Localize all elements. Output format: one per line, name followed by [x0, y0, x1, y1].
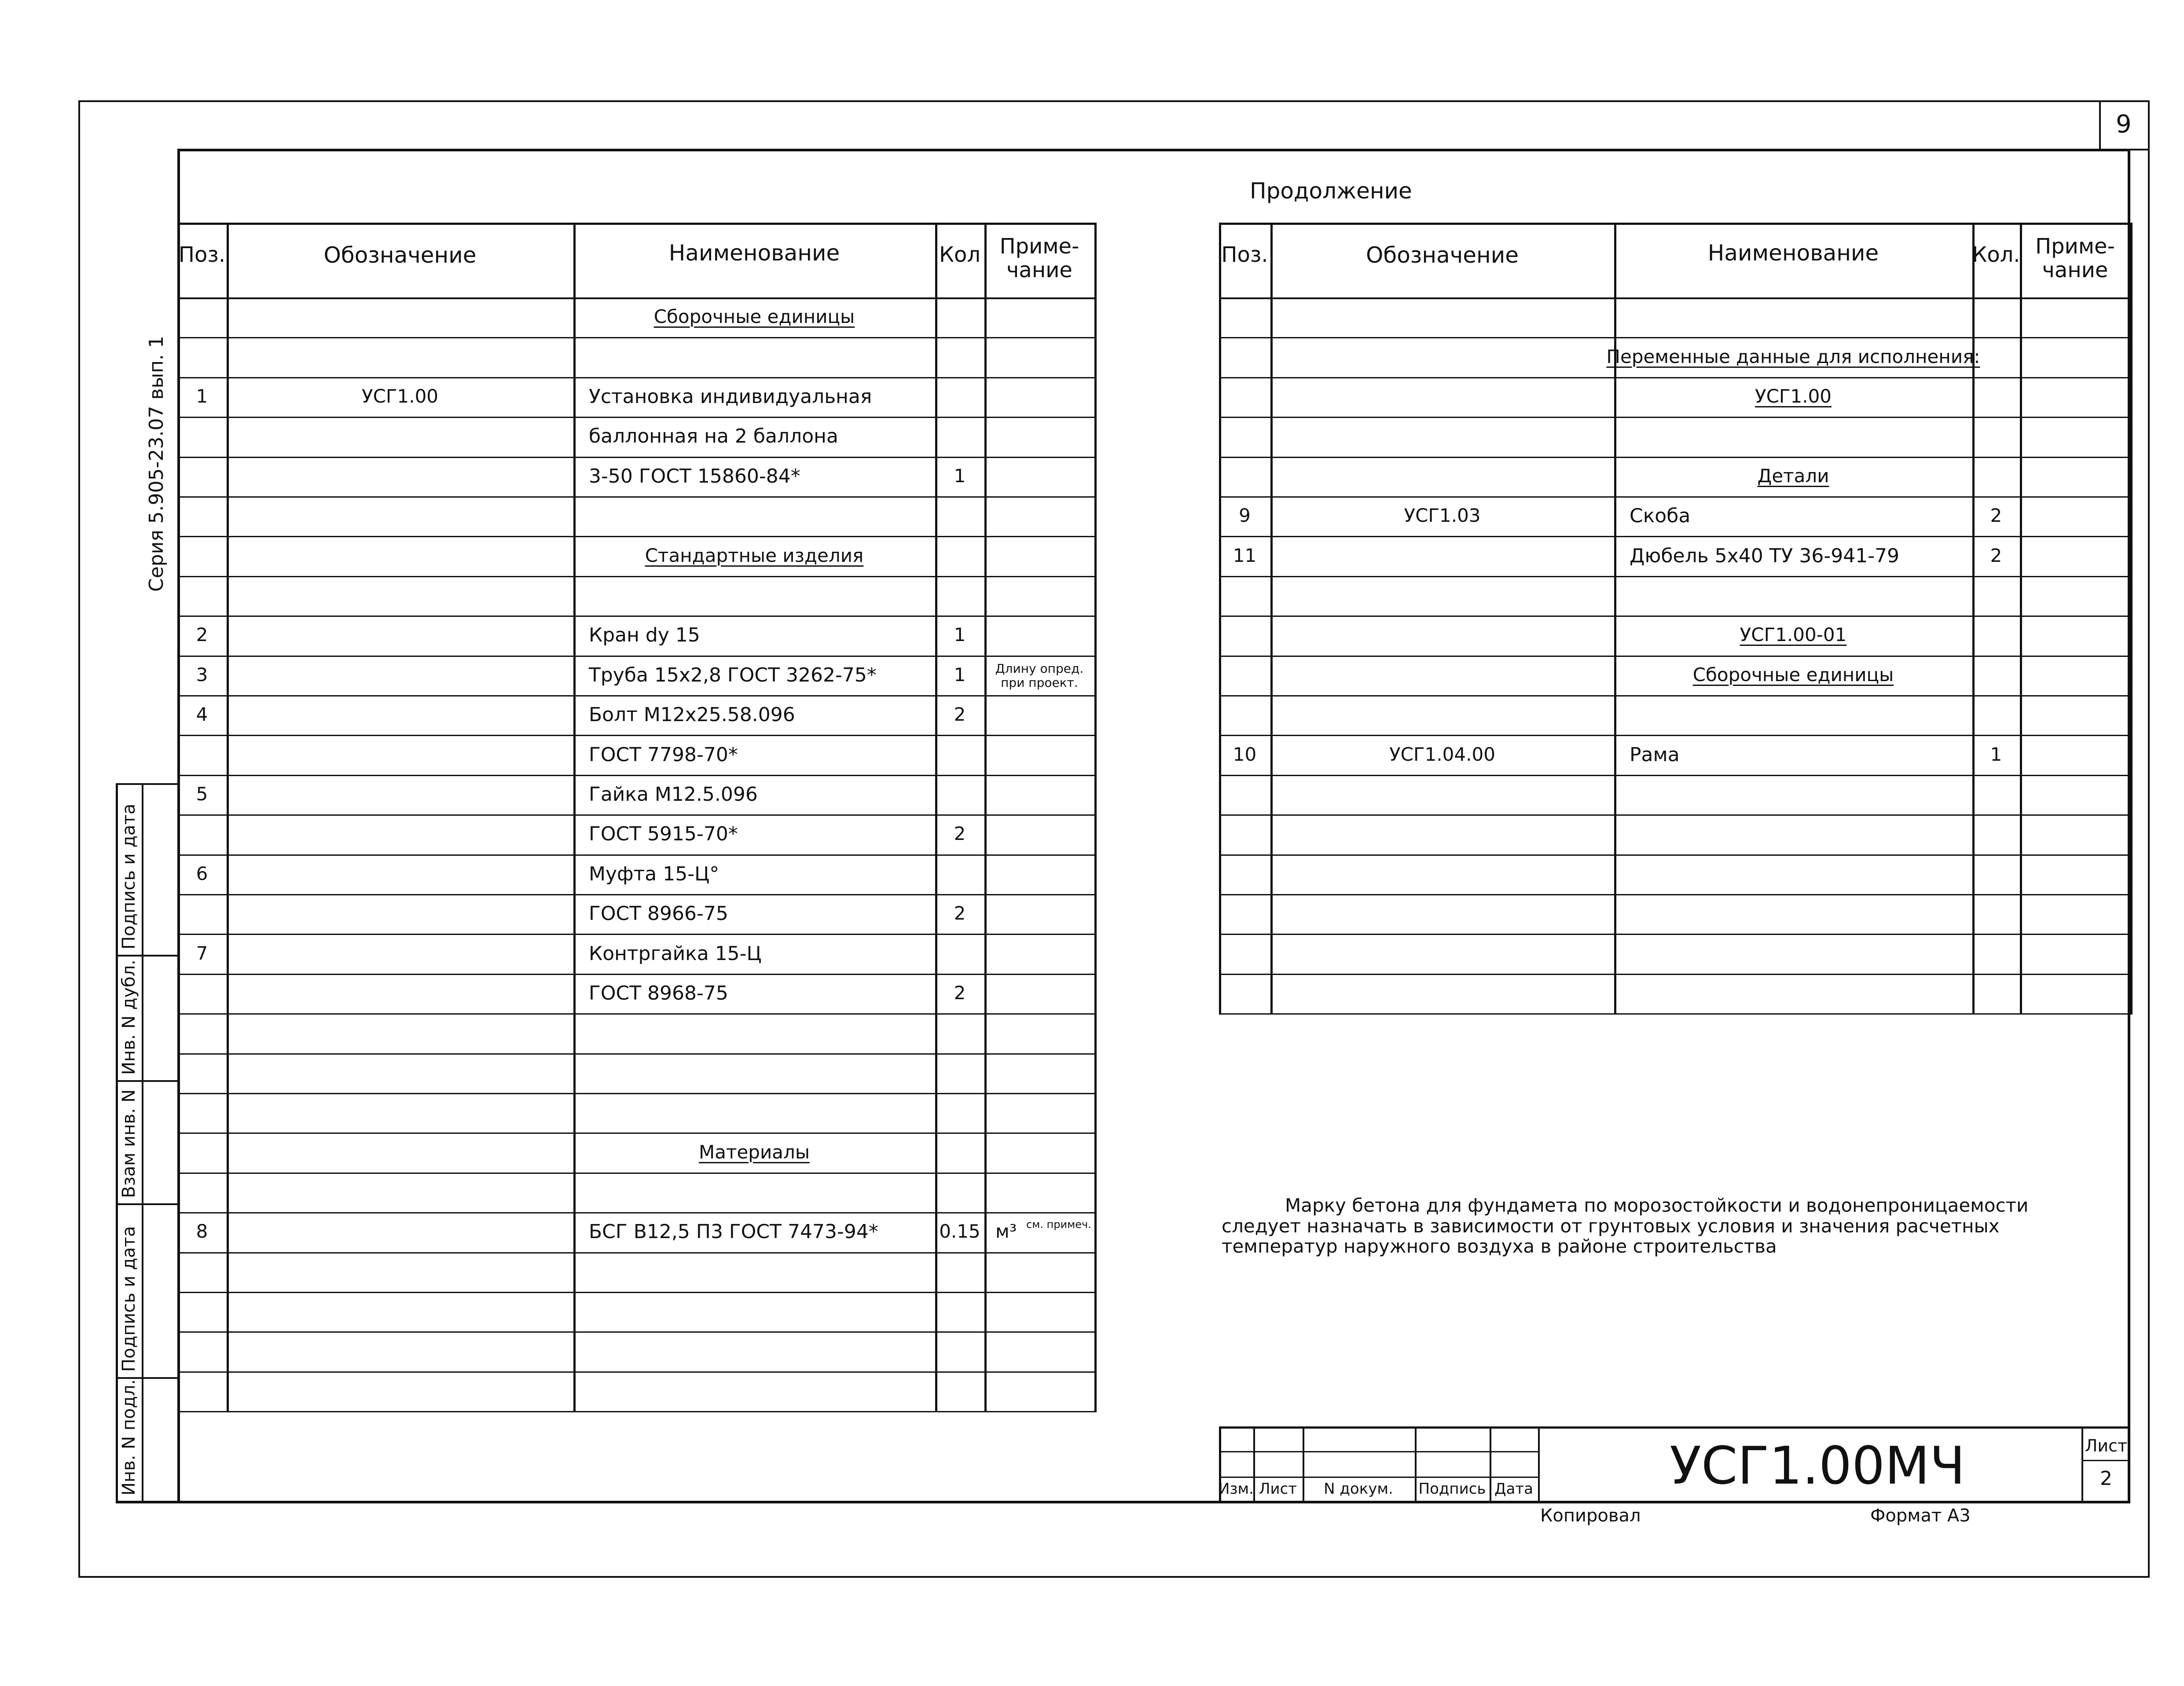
- left-table-row-line: [177, 496, 1097, 498]
- title-block-top-right: [1538, 1426, 2130, 1429]
- left-table-row-qty: 2: [954, 823, 966, 845]
- left-table-row-pos: 3: [196, 663, 208, 685]
- left-table-row-line: [177, 1212, 1097, 1213]
- left-table-row-line: [177, 1133, 1097, 1134]
- right-table-row-section-heading: Переменные данные для исполнения:: [1606, 345, 1980, 367]
- left-table-row-line: [177, 1411, 1097, 1412]
- frame-bottom: [116, 1501, 2130, 1503]
- side-stamp-inv-dubl: Инв. N дубл.: [119, 960, 139, 1075]
- side-stamp-top: [116, 783, 180, 785]
- left-table-top-line: [177, 223, 1097, 225]
- continuation-label: Продолжение: [1250, 178, 1412, 204]
- left-table-col-line: [1094, 223, 1097, 1411]
- left-table-row-line: [177, 656, 1097, 657]
- left-table-row-pos: 2: [196, 624, 208, 646]
- note-line-3: температур наружного воздуха в районе строительства: [1222, 1235, 1777, 1257]
- left-table-col-line: [984, 223, 987, 1411]
- left-table-row-name: Кран dy 15: [589, 624, 700, 647]
- left-table-row-designation: УСГ1.00: [361, 385, 439, 407]
- left-table-row-line: [177, 814, 1097, 816]
- left-table-row-name: ГОСТ 8968-75: [589, 982, 728, 1004]
- left-table-row-line: [177, 735, 1097, 736]
- right-table-row-line: [1219, 576, 2133, 577]
- right-table-row-line: [1219, 496, 2133, 498]
- left-table-row-line: [177, 1292, 1097, 1293]
- right-table-row-line: [1219, 377, 2133, 378]
- left-table-row-line: [177, 1331, 1097, 1333]
- right-table-header-designation: Обозначение: [1366, 242, 1519, 268]
- left-table-row-name: Контргайка 15-Ц: [589, 942, 762, 965]
- left-table-row-qty: 2: [954, 982, 966, 1004]
- title-block-col-doc: N докум.: [1324, 1480, 1393, 1498]
- left-table-row-name: ГОСТ 8966-75: [589, 902, 728, 925]
- side-stamp-separator: [116, 1203, 180, 1205]
- corner-box-left: [2099, 101, 2101, 150]
- title-block-sheet-label: Лист: [2085, 1436, 2128, 1455]
- right-table-row-pos: 9: [1239, 505, 1251, 527]
- left-table-row-pos: 6: [196, 862, 208, 884]
- right-table-row-section-heading: Сборочные единицы: [1692, 663, 1894, 685]
- left-table-row-qty: 2: [954, 704, 966, 726]
- left-table-row-line: [177, 1252, 1097, 1254]
- left-table-header-note-1: Приме-: [999, 234, 1079, 259]
- title-block-col-line: [1415, 1426, 1417, 1501]
- left-table-row-name: баллонная на 2 баллона: [589, 425, 838, 448]
- left-table-header-qty: Кол: [939, 242, 981, 267]
- left-table-row-section-heading: Стандартные изделия: [645, 544, 864, 566]
- side-stamp-separator: [116, 1080, 180, 1082]
- left-table-row-note: Длину опред.: [995, 661, 1084, 676]
- left-table-row-line: [177, 377, 1097, 378]
- left-table-row-line: [177, 775, 1097, 776]
- left-table-row-qty: 1: [954, 624, 966, 646]
- left-table-row-line: [177, 457, 1097, 458]
- left-table-row-line: [177, 854, 1097, 856]
- left-table-row-line: [177, 1013, 1097, 1015]
- title-block-copied: Копировал: [1540, 1506, 1641, 1526]
- title-block-sheet-box-left: [2081, 1426, 2083, 1501]
- left-table-row-line: [177, 695, 1097, 696]
- right-table-row-pos: 11: [1233, 544, 1257, 566]
- right-table-row-line: [1219, 735, 2133, 736]
- left-table-row-note-sub: см. примеч.: [1026, 1218, 1091, 1231]
- right-table-row-qty: 1: [1990, 743, 2002, 765]
- right-table-row-name: Рама: [1630, 743, 1680, 766]
- right-table-header-pos: Поз.: [1221, 242, 1268, 267]
- left-table-col-line: [177, 223, 180, 1411]
- right-table-row-line: [1219, 934, 2133, 935]
- right-table-row-line: [1219, 457, 2133, 458]
- right-table-row-qty: 2: [1990, 544, 2002, 566]
- title-block-row-line: [1219, 1477, 1538, 1478]
- left-table-row-section-heading: Материалы: [699, 1141, 810, 1163]
- sheet-border-right: [2148, 100, 2150, 1578]
- left-table-row-qty: 1: [954, 465, 966, 487]
- left-table-row-pos: 5: [196, 783, 208, 805]
- title-block-col-izm: Изм.: [1219, 1480, 1254, 1498]
- left-table-row-line: [177, 1371, 1097, 1373]
- side-stamp-separator: [116, 1377, 180, 1379]
- frame-top: [178, 149, 2130, 151]
- left-table-row-qty: 0.15: [939, 1221, 980, 1243]
- left-table-row-pos: 1: [196, 385, 208, 407]
- title-block-top-left: [1219, 1426, 1542, 1429]
- corner-box-bottom: [2099, 149, 2150, 150]
- left-table-row-line: [177, 1053, 1097, 1055]
- right-table-row-line: [1219, 417, 2133, 418]
- left-table-row-name: ГОСТ 7798-70*: [589, 743, 738, 766]
- right-table-header-note-1: Приме-: [2035, 234, 2115, 259]
- left-table-header-line: [177, 297, 1097, 299]
- left-table-row-name: Гайка М12.5.096: [589, 783, 758, 806]
- series-label: Серия 5.905-23.07 вып. 1: [145, 336, 168, 592]
- side-stamp-sig-date-2: Подпись и дата: [119, 1226, 139, 1372]
- title-block-col-line: [1303, 1426, 1304, 1501]
- left-table-row-line: [177, 616, 1097, 617]
- left-table-row-qty: 1: [954, 663, 966, 685]
- right-table-row-section-heading: УСГ1.00: [1755, 385, 1832, 407]
- left-table-row-note: м³: [995, 1221, 1017, 1243]
- title-block-col-line: [1538, 1426, 1540, 1501]
- right-table-row-line: [1219, 894, 2133, 895]
- right-table-header-line: [1219, 297, 2133, 299]
- right-table-row-section-heading: УСГ1.00-01: [1740, 624, 1847, 646]
- sheet-border-left: [78, 100, 80, 1578]
- side-stamp-vzam-inv: Взам инв. N: [119, 1089, 139, 1198]
- left-table-col-line: [227, 223, 229, 1411]
- right-table-header-name: Наименование: [1707, 240, 1879, 266]
- right-table-row-name: Дюбель 5х40 ТУ 36-941-79: [1630, 544, 1900, 567]
- sheet-border-top: [78, 100, 2150, 102]
- note-line-1: Марку бетона для фундамета по морозостойкости и водонепроницаемости: [1285, 1195, 2029, 1216]
- left-table-row-section-heading: Сборочные единицы: [653, 306, 855, 328]
- side-stamp-inv-podl: Инв. N подл.: [119, 1379, 139, 1495]
- side-stamp-sig-date-1: Подпись и дата: [119, 803, 139, 949]
- left-table-header-name: Наименование: [668, 240, 840, 266]
- left-table-row-line: [177, 934, 1097, 935]
- side-stamp-inner-line: [142, 783, 143, 1503]
- left-table-row-line: [177, 536, 1097, 537]
- left-table-row-line: [177, 894, 1097, 895]
- left-table-row-note-sub: при проект.: [1001, 675, 1078, 690]
- right-table-row-line: [1219, 337, 2133, 338]
- left-table-row-pos: 8: [196, 1221, 208, 1243]
- corner-sheet-number: 9: [2116, 110, 2132, 139]
- right-table-row-line: [1219, 1013, 2133, 1015]
- right-table-row-designation: УСГ1.04.00: [1389, 743, 1495, 765]
- title-block-sheet-box-mid: [2081, 1460, 2130, 1461]
- title-block-col-date: Дата: [1494, 1480, 1534, 1498]
- right-table-row-section-heading: Детали: [1757, 465, 1829, 487]
- title-block-sheet-number: 2: [2100, 1467, 2112, 1490]
- right-table-row-line: [1219, 814, 2133, 816]
- left-table-row-line: [177, 337, 1097, 338]
- title-block-col-line: [1490, 1426, 1491, 1501]
- right-table-row-line: [1219, 974, 2133, 975]
- left-table-row-line: [177, 417, 1097, 418]
- title-block-format: Формат А3: [1870, 1506, 1971, 1526]
- left-table-row-qty: 2: [954, 902, 966, 924]
- title-block-row-line: [1219, 1451, 1538, 1452]
- left-table-header-designation: Обозначение: [323, 242, 477, 268]
- left-table-row-name: Установка индивидуальная: [589, 385, 872, 408]
- left-table-row-name: Труба 15х2,8 ГОСТ 3262-75*: [589, 663, 877, 686]
- left-table-row-name: Болт М12х25.58.096: [589, 704, 795, 726]
- right-table-row-line: [1219, 536, 2133, 537]
- right-table-row-pos: 10: [1233, 743, 1257, 765]
- right-table-header-qty: Кол.: [1972, 242, 2020, 267]
- right-table-row-designation: УСГ1.03: [1404, 505, 1481, 527]
- right-table-row-line: [1219, 775, 2133, 776]
- left-table-row-line: [177, 576, 1097, 577]
- right-table-row-line: [1219, 695, 2133, 696]
- right-table-row-line: [1219, 616, 2133, 617]
- sheet-border-bottom: [78, 1576, 2150, 1578]
- right-table-row-qty: 2: [1990, 505, 2002, 527]
- left-table-row-name: Муфта 15-Ц°: [589, 862, 719, 885]
- side-stamp-separator: [116, 955, 180, 957]
- left-table-row-pos: 4: [196, 704, 208, 726]
- left-table-row-name: ГОСТ 5915-70*: [589, 823, 738, 846]
- right-table-header-note-2: чание: [2042, 258, 2108, 282]
- right-table-row-line: [1219, 854, 2133, 856]
- left-table-row-pos: 7: [196, 942, 208, 964]
- left-table-header-pos: Поз.: [178, 242, 226, 267]
- left-table-header-note-2: чание: [1006, 258, 1072, 282]
- left-table-row-line: [177, 1093, 1097, 1094]
- side-stamp-outer-left: [116, 783, 118, 1503]
- note-line-2: следует назначать в зависимости от грунтовых условия и значения расчетных: [1222, 1215, 2000, 1237]
- title-block-code: УСГ1.00МЧ: [1670, 1435, 1965, 1496]
- left-table-row-name: БСГ В12,5 П3 ГОСТ 7473-94*: [589, 1221, 878, 1243]
- left-table-row-name: 3-50 ГОСТ 15860-84*: [589, 465, 800, 487]
- left-table-row-line: [177, 1173, 1097, 1174]
- title-block-col-sign: Подпись: [1418, 1480, 1486, 1498]
- left-table-row-line: [177, 974, 1097, 975]
- left-table-col-line: [573, 223, 576, 1411]
- right-table-top-line: [1219, 223, 2133, 225]
- right-table-row-line: [1219, 656, 2133, 657]
- left-table-col-line: [935, 223, 937, 1411]
- right-table-row-name: Скоба: [1630, 505, 1691, 528]
- title-block-col-list: Лист: [1259, 1480, 1297, 1498]
